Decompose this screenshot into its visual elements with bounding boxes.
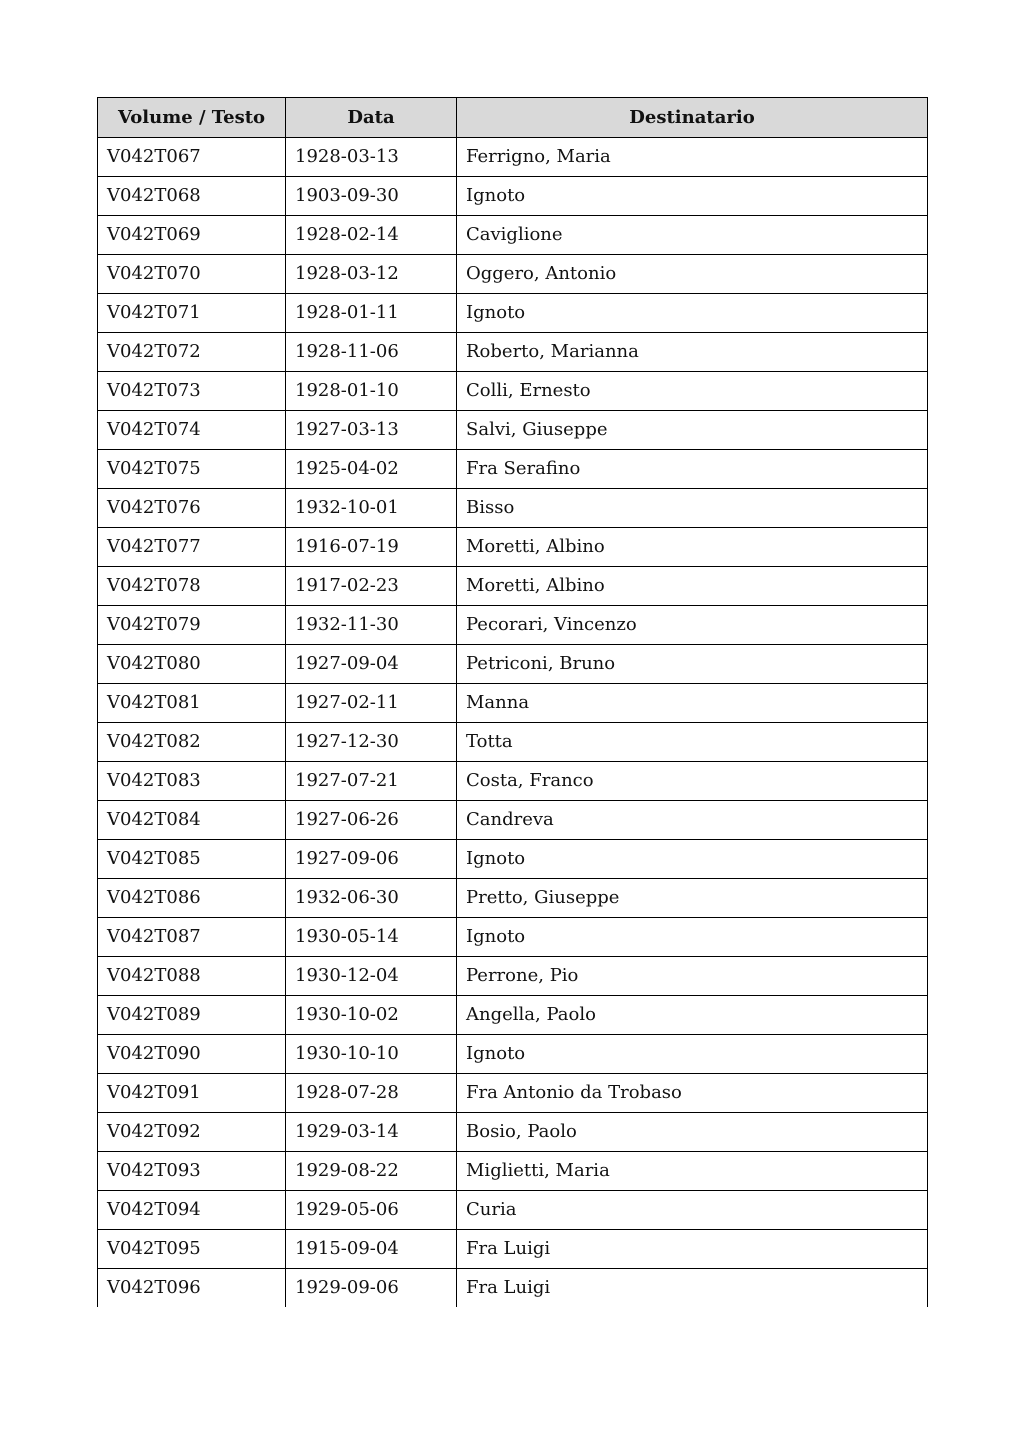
cell-data: 1927-09-06 <box>286 840 457 879</box>
cell-data: 1927-03-13 <box>286 411 457 450</box>
cell-destinatario: Miglietti, Maria <box>457 1152 928 1191</box>
cell-data: 1915-09-04 <box>286 1230 457 1269</box>
cell-volume-testo: V042T073 <box>98 372 286 411</box>
cell-destinatario: Pecorari, Vincenzo <box>457 606 928 645</box>
header-row <box>98 98 928 138</box>
cell-destinatario: Pretto, Giuseppe <box>457 879 928 918</box>
table-row <box>98 216 928 255</box>
cell-destinatario: Moretti, Albino <box>457 567 928 606</box>
cell-data: 1930-12-04 <box>286 957 457 996</box>
cell-volume-testo: V042T087 <box>98 918 286 957</box>
cell-data: 1930-10-02 <box>286 996 457 1035</box>
cell-volume-testo: V042T067 <box>98 138 286 177</box>
cell-data: 1927-12-30 <box>286 723 457 762</box>
cell-volume-testo: V042T086 <box>98 879 286 918</box>
table-row <box>98 1113 928 1152</box>
cell-destinatario: Bosio, Paolo <box>457 1113 928 1152</box>
letters-table <box>97 97 928 1307</box>
cell-destinatario: Salvi, Giuseppe <box>457 411 928 450</box>
table-row <box>98 1191 928 1230</box>
cell-destinatario: Fra Luigi <box>457 1230 928 1269</box>
cell-data: 1929-05-06 <box>286 1191 457 1230</box>
cell-volume-testo: V042T072 <box>98 333 286 372</box>
cell-destinatario: Manna <box>457 684 928 723</box>
table-row <box>98 138 928 177</box>
cell-data: 1932-11-30 <box>286 606 457 645</box>
table-row <box>98 1074 928 1113</box>
table-row <box>98 801 928 840</box>
table-row <box>98 840 928 879</box>
cell-destinatario: Ignoto <box>457 1035 928 1074</box>
cell-volume-testo: V042T085 <box>98 840 286 879</box>
cell-volume-testo: V042T080 <box>98 645 286 684</box>
cell-volume-testo: V042T069 <box>98 216 286 255</box>
cell-volume-testo: V042T088 <box>98 957 286 996</box>
table-row <box>98 957 928 996</box>
cell-destinatario: Ignoto <box>457 294 928 333</box>
cell-data: 1928-03-13 <box>286 138 457 177</box>
cell-destinatario: Fra Serafino <box>457 450 928 489</box>
cell-data: 1903-09-30 <box>286 177 457 216</box>
cell-destinatario: Ignoto <box>457 177 928 216</box>
cell-volume-testo: V042T077 <box>98 528 286 567</box>
cell-data: 1930-05-14 <box>286 918 457 957</box>
cell-destinatario: Fra Luigi <box>457 1269 928 1308</box>
cell-data: 1929-09-06 <box>286 1269 457 1308</box>
cell-volume-testo: V042T068 <box>98 177 286 216</box>
cell-data: 1917-02-23 <box>286 567 457 606</box>
cell-volume-testo: V042T071 <box>98 294 286 333</box>
cell-destinatario: Ignoto <box>457 918 928 957</box>
cell-destinatario: Costa, Franco <box>457 762 928 801</box>
cell-volume-testo: V042T092 <box>98 1113 286 1152</box>
cell-destinatario: Ignoto <box>457 840 928 879</box>
cell-volume-testo: V042T084 <box>98 801 286 840</box>
cell-data: 1928-07-28 <box>286 1074 457 1113</box>
cell-destinatario: Colli, Ernesto <box>457 372 928 411</box>
cell-destinatario: Caviglione <box>457 216 928 255</box>
cell-volume-testo: V042T093 <box>98 1152 286 1191</box>
cell-volume-testo: V042T091 <box>98 1074 286 1113</box>
cell-data: 1930-10-10 <box>286 1035 457 1074</box>
cell-volume-testo: V042T094 <box>98 1191 286 1230</box>
cell-data: 1932-10-01 <box>286 489 457 528</box>
table-row <box>98 333 928 372</box>
table-row <box>98 528 928 567</box>
cell-volume-testo: V042T096 <box>98 1269 286 1308</box>
table-row <box>98 996 928 1035</box>
table-row <box>98 372 928 411</box>
cell-data: 1928-02-14 <box>286 216 457 255</box>
cell-data: 1928-03-12 <box>286 255 457 294</box>
cell-data: 1927-02-11 <box>286 684 457 723</box>
cell-data: 1929-03-14 <box>286 1113 457 1152</box>
table-row <box>98 450 928 489</box>
cell-volume-testo: V042T082 <box>98 723 286 762</box>
cell-data: 1928-11-06 <box>286 333 457 372</box>
cell-destinatario: Perrone, Pio <box>457 957 928 996</box>
cell-destinatario: Curia <box>457 1191 928 1230</box>
table-row <box>98 645 928 684</box>
cell-destinatario: Moretti, Albino <box>457 528 928 567</box>
table-row <box>98 489 928 528</box>
cell-volume-testo: V042T083 <box>98 762 286 801</box>
table-row <box>98 255 928 294</box>
header-volume-testo: Volume / Testo <box>98 98 286 138</box>
table-row <box>98 294 928 333</box>
cell-data: 1925-04-02 <box>286 450 457 489</box>
table-row <box>98 879 928 918</box>
cell-data: 1928-01-11 <box>286 294 457 333</box>
table-row <box>98 723 928 762</box>
table-row <box>98 1152 928 1191</box>
cell-volume-testo: V042T076 <box>98 489 286 528</box>
cell-volume-testo: V042T070 <box>98 255 286 294</box>
header-destinatario: Destinatario <box>457 98 928 138</box>
cell-destinatario: Angella, Paolo <box>457 996 928 1035</box>
cell-destinatario: Petriconi, Bruno <box>457 645 928 684</box>
cell-volume-testo: V042T079 <box>98 606 286 645</box>
cell-data: 1928-01-10 <box>286 372 457 411</box>
header-data: Data <box>286 98 457 138</box>
cell-data: 1916-07-19 <box>286 528 457 567</box>
table-row <box>98 918 928 957</box>
cell-volume-testo: V042T081 <box>98 684 286 723</box>
table-row <box>98 1269 928 1308</box>
cell-data: 1929-08-22 <box>286 1152 457 1191</box>
cell-volume-testo: V042T078 <box>98 567 286 606</box>
cell-data: 1927-06-26 <box>286 801 457 840</box>
cell-destinatario: Candreva <box>457 801 928 840</box>
cell-data: 1932-06-30 <box>286 879 457 918</box>
cell-destinatario: Totta <box>457 723 928 762</box>
cell-destinatario: Fra Antonio da Trobaso <box>457 1074 928 1113</box>
table-row <box>98 177 928 216</box>
cell-volume-testo: V042T090 <box>98 1035 286 1074</box>
cell-volume-testo: V042T089 <box>98 996 286 1035</box>
table-row <box>98 606 928 645</box>
document-page <box>97 97 927 1307</box>
table-row <box>98 1035 928 1074</box>
table-body <box>98 138 928 1308</box>
table-row <box>98 1230 928 1269</box>
cell-destinatario: Bisso <box>457 489 928 528</box>
cell-data: 1927-09-04 <box>286 645 457 684</box>
table-row <box>98 411 928 450</box>
cell-volume-testo: V042T075 <box>98 450 286 489</box>
table-row <box>98 567 928 606</box>
cell-volume-testo: V042T074 <box>98 411 286 450</box>
cell-data: 1927-07-21 <box>286 762 457 801</box>
cell-volume-testo: V042T095 <box>98 1230 286 1269</box>
cell-destinatario: Roberto, Marianna <box>457 333 928 372</box>
table-row <box>98 684 928 723</box>
cell-destinatario: Ferrigno, Maria <box>457 138 928 177</box>
table-row <box>98 762 928 801</box>
cell-destinatario: Oggero, Antonio <box>457 255 928 294</box>
table-header <box>98 98 928 138</box>
